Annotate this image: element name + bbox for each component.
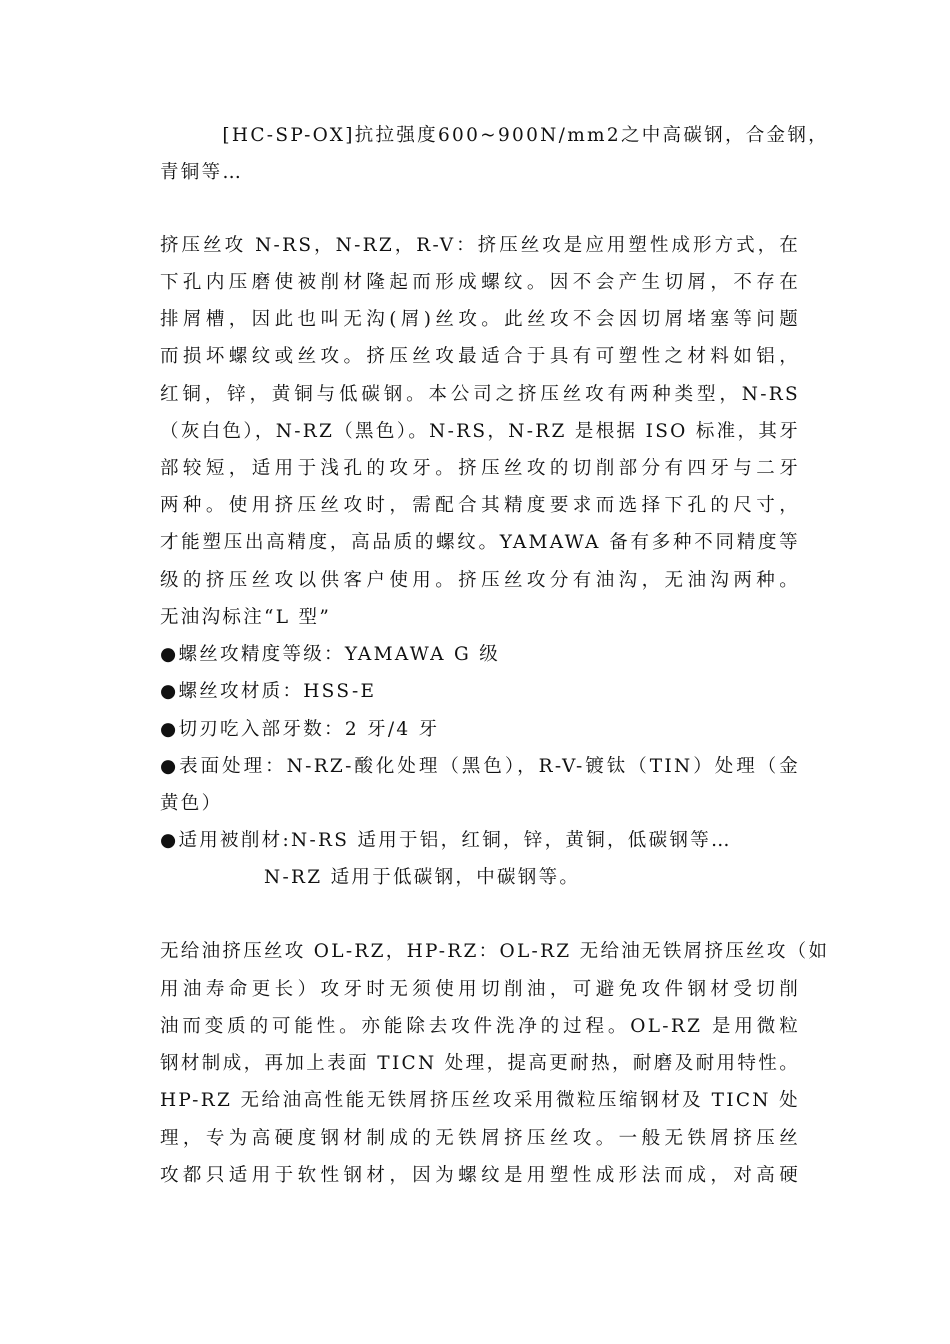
forming-tap-paragraph-line: 红铜，锌，黄铜与低碳钢。本公司之挤压丝攻有两种类型，N-RS bbox=[160, 384, 800, 405]
spec-list-line: ●表面处理：N-RZ-酸化处理（黑色），R-V-镀钛（TIN）处理（金 bbox=[160, 756, 800, 777]
forming-tap-paragraph-line: 才能塑压出高精度，高品质的螺纹。YAMAWA 备有多种不同精度等 bbox=[160, 532, 800, 553]
spec-list-line: ●适用被削材:N-RS 适用于铝，红铜，锌，黄铜，低碳钢等… bbox=[160, 830, 732, 851]
forming-tap-paragraph-line: 下孔内压磨使被削材隆起而形成螺纹。因不会产生切屑，不存在 bbox=[160, 272, 800, 293]
forming-tap-paragraph-line: 部较短，适用于浅孔的攻牙。挤压丝攻的切削部分有四牙与二牙 bbox=[160, 458, 800, 479]
spec-list-line: N-RZ 适用于低碳钢，中碳钢等。 bbox=[160, 867, 581, 888]
forming-tap-paragraph-line: 级的挤压丝攻以供客户使用。挤压丝攻分有油沟，无油沟两种。 bbox=[160, 570, 800, 591]
oil-free-tap-paragraph-line: 理，专为高硬度钢材制成的无铁屑挤压丝攻。一般无铁屑挤压丝 bbox=[160, 1128, 800, 1149]
spec-list-line: 黄色） bbox=[160, 793, 223, 814]
spec-list-line: ●螺丝攻精度等级：YAMAWA G 级 bbox=[160, 644, 501, 665]
oil-free-tap-paragraph-line: 油而变质的可能性。亦能除去攻件洗净的过程。OL-RZ 是用微粒 bbox=[160, 1016, 800, 1037]
oil-free-tap-paragraph-line: 钢材制成，再加上表面 TICN 处理，提高更耐热，耐磨及耐用特性。 bbox=[160, 1053, 800, 1074]
forming-tap-paragraph-line: 无油沟标注“L 型” bbox=[160, 607, 332, 628]
forming-tap-paragraph-line: 排屑槽，因此也叫无沟(屑)丝攻。此丝攻不会因切屑堵塞等问题 bbox=[160, 309, 800, 330]
oil-free-tap-paragraph-line: HP-RZ 无给油高性能无铁屑挤压丝攻采用微粒压缩钢材及 TICN 处 bbox=[160, 1090, 800, 1111]
forming-tap-paragraph-line: 而损坏螺纹或丝攻。挤压丝攻最适合于具有可塑性之材料如铝， bbox=[160, 346, 800, 367]
oil-free-tap-paragraph-line: 用油寿命更长）攻牙时无须使用切削油，可避免攻件钢材受切削 bbox=[160, 979, 800, 1000]
oil-free-tap-paragraph-line: 攻都只适用于软性钢材，因为螺纹是用塑性成形法而成，对高硬 bbox=[160, 1165, 800, 1186]
hc-sp-ox-paragraph-line: 青铜等… bbox=[160, 162, 244, 183]
hc-sp-ox-paragraph-line: [HC-SP-OX]抗拉强度600~900N/mm2之中高碳钢，合金钢， bbox=[160, 125, 829, 146]
forming-tap-paragraph-line: （灰白色），N-RZ（黑色）。N-RS，N-RZ 是根据 ISO 标准，其牙 bbox=[160, 421, 800, 442]
forming-tap-paragraph-line: 两种。使用挤压丝攻时，需配合其精度要求而选择下孔的尺寸， bbox=[160, 495, 800, 516]
spec-list-line: ●螺丝攻材质：HSS-E bbox=[160, 681, 377, 702]
forming-tap-paragraph-line: 挤压丝攻 N-RS，N-RZ，R-V：挤压丝攻是应用塑性成形方式，在 bbox=[160, 235, 800, 256]
spec-list-line: ●切刃吃入部牙数：2 牙/4 牙 bbox=[160, 719, 440, 740]
oil-free-tap-paragraph-line: 无给油挤压丝攻 OL-RZ，HP-RZ：OL-RZ 无给油无铁屑挤压丝攻（如 bbox=[160, 941, 830, 962]
